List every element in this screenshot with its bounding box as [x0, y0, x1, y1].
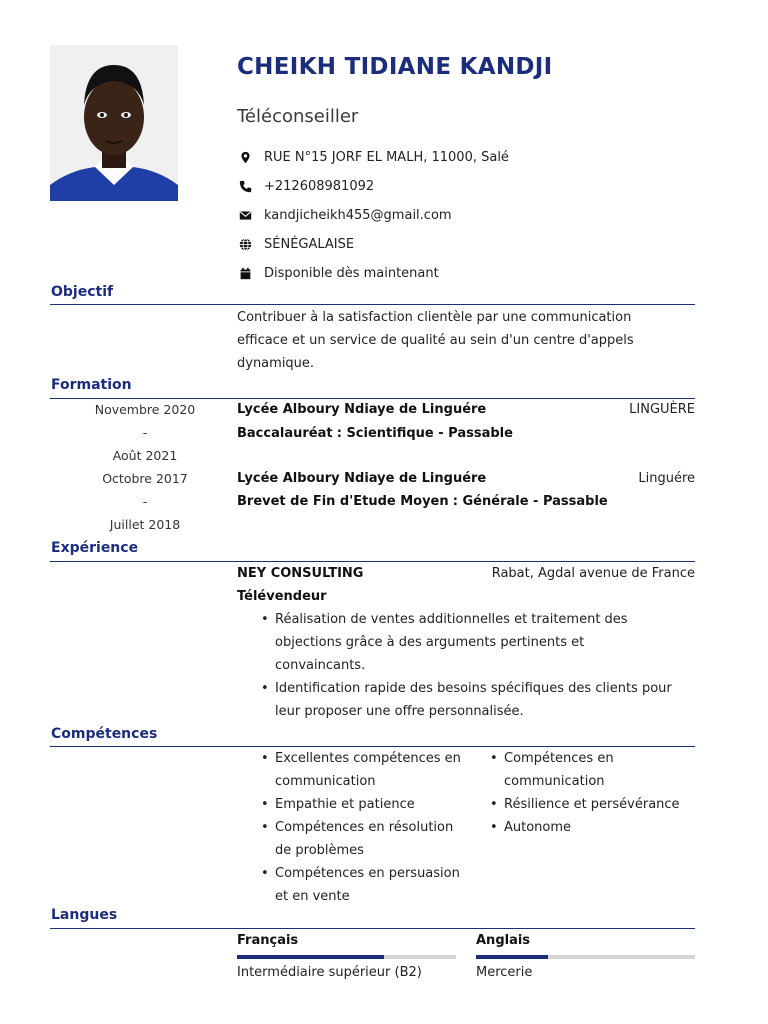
list-item: • Réalisation de ventes additionnelles et traitement des objections grâce à des arguments pertinents et convaincants.	[255, 608, 675, 677]
formation-diploma: Brevet de Fin d'Etude Moyen : Générale - Passable	[237, 494, 608, 509]
skills-right-list	[484, 747, 699, 839]
section-divider	[50, 928, 695, 929]
contact-email: kandjicheikh455@gmail.com	[237, 201, 509, 230]
location-pin-icon	[237, 150, 253, 166]
experience-location: Rabat, Agdal avenue de France	[491, 566, 695, 581]
phone-icon	[237, 179, 253, 195]
section-title-competences: Compétences	[51, 726, 158, 742]
list-item: • Compétences en persuasion et en vente	[255, 862, 465, 908]
section-title-experience: Expérience	[51, 540, 139, 556]
language-level: Mercerie	[476, 965, 533, 980]
experience-role: Télévendeur	[237, 589, 327, 604]
list-item: • Identification rapide des besoins spécifiques des clients pour leur proposer une offre personnalisée.	[255, 677, 675, 723]
list-item: • Compétences en résolution de problèmes	[255, 816, 465, 862]
language-level-fill	[237, 955, 384, 959]
candidate-name: CHEIKH TIDIANE KANDJI	[237, 54, 553, 80]
language-item	[476, 933, 695, 980]
language-level: Intermédiaire supérieur (B2)	[237, 965, 422, 980]
language-item	[237, 933, 456, 980]
language-name: Anglais	[476, 933, 531, 948]
section-title-objectif: Objectif	[51, 284, 114, 300]
language-level-bar	[237, 955, 456, 959]
list-item: • Empathie et patience	[255, 793, 465, 816]
contact-phone: +212608981092	[237, 172, 509, 201]
formation-location: LINGUÈRE	[629, 402, 695, 417]
profile-photo	[50, 45, 178, 201]
experience-bullets	[255, 608, 675, 723]
formation-diploma: Baccalauréat : Scientifique - Passable	[237, 426, 513, 441]
contact-availability: Disponible dès maintenant	[237, 259, 509, 288]
section-divider	[50, 561, 695, 562]
formation-dates: Octobre 2017 - Juillet 2018	[102, 471, 188, 532]
list-item: • Excellentes compétences en communication	[255, 747, 465, 793]
section-title-langues: Langues	[51, 907, 118, 923]
language-name: Français	[237, 933, 299, 948]
contact-address: RUE N°15 JORF EL MALH, 11000, Salé	[237, 143, 509, 172]
language-level-fill	[476, 955, 548, 959]
section-divider	[50, 304, 695, 305]
globe-icon	[237, 237, 253, 253]
formation-location: Linguére	[638, 471, 695, 486]
list-item: • Résilience et persévérance	[484, 793, 699, 816]
contact-list	[237, 143, 509, 288]
formation-school: Lycée Alboury Ndiaye de Linguére	[237, 471, 487, 486]
objective-text: Contribuer à la satisfaction clientèle par une communication efficace et un service de qualité au sein d'un centre d'appels dynamique.	[237, 310, 634, 371]
skills-left-list	[255, 747, 465, 908]
list-item: • Compétences en communication	[484, 747, 699, 793]
language-level-bar	[476, 955, 695, 959]
job-title: Téléconseiller	[237, 106, 359, 127]
calendar-icon	[237, 266, 253, 282]
formation-school: Lycée Alboury Ndiaye de Linguére	[237, 402, 487, 417]
section-title-formation: Formation	[51, 377, 132, 393]
envelope-icon	[237, 208, 253, 224]
formation-dates: Novembre 2020 - Août 2021	[94, 402, 196, 463]
experience-company: NEY CONSULTING	[237, 566, 364, 581]
contact-nationality: SÉNÉGALAISE	[237, 230, 509, 259]
list-item: • Autonome	[484, 816, 699, 839]
